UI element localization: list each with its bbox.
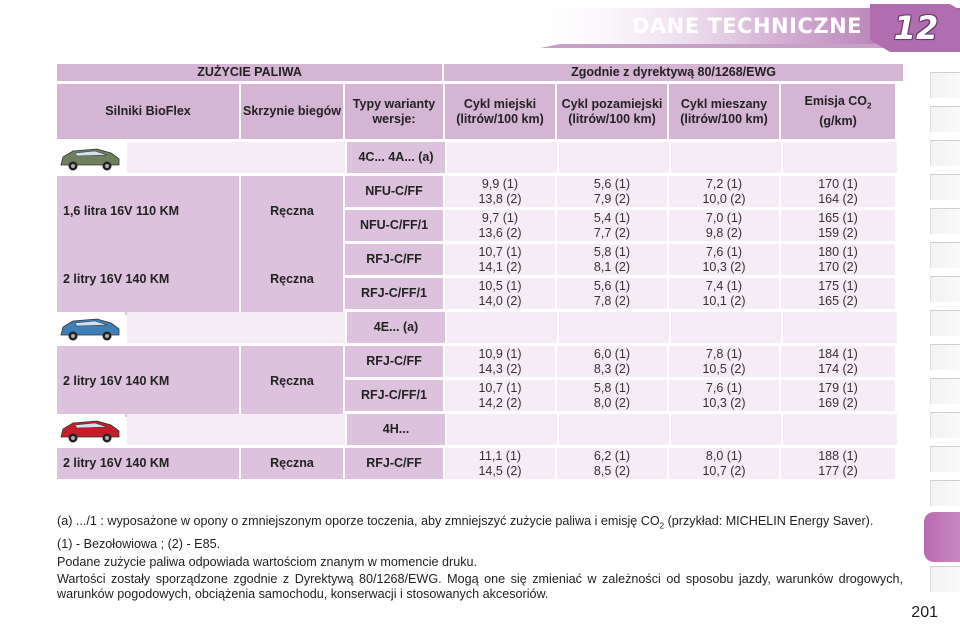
co2-cell: 165 (1) 159 (2): [781, 210, 895, 241]
extra-urban-cell: 5,8 (1) 8,0 (2): [557, 380, 667, 411]
engine-cell: 2 litry 16V 140 KM: [57, 244, 239, 315]
note-consumption: Podane zużycie paliwa odpowiada wartościom znanym w momencie druku.: [57, 554, 477, 569]
urban-cell: 10,9 (1) 14,3 (2): [445, 346, 555, 377]
urban-cell: 10,5 (1) 14,0 (2): [445, 278, 555, 309]
vehicle-row: [57, 142, 903, 176]
empty-cell: [559, 142, 669, 173]
col-combined: Cykl mieszany (litrów/100 km): [669, 84, 779, 139]
table-row: [57, 176, 903, 218]
red-estate-icon: [57, 415, 123, 445]
vehicle-row: [57, 312, 903, 346]
chapter-tab[interactable]: [930, 242, 960, 268]
vehicle-icon-cell: [57, 414, 125, 445]
variant-cell: RFJ-C/FF/1: [345, 380, 443, 411]
section-title-left: ZUŻYCIE PALIWA: [57, 64, 442, 81]
variant-cell: NFU-C/FF/1: [345, 210, 443, 241]
table-row: [57, 346, 903, 388]
extra-urban-cell: 5,4 (1) 7,7 (2): [557, 210, 667, 241]
co2-cell: 179 (1) 169 (2): [781, 380, 895, 411]
page-title: DANE TECHNICZNE: [631, 14, 862, 38]
chapter-tab[interactable]: [930, 566, 960, 592]
extra-urban-cell: 5,6 (1) 7,8 (2): [557, 278, 667, 309]
table-body: [57, 142, 903, 482]
variant-cell: RFJ-C/FF/1: [345, 278, 443, 309]
emission-unit: (g/km): [819, 113, 857, 128]
variant-cell: RFJ-C/FF: [345, 448, 443, 479]
variant-cell: RFJ-C/FF: [345, 244, 443, 275]
combined-cell: 7,8 (1) 10,5 (2): [669, 346, 779, 377]
chapter-tabs: [928, 66, 960, 586]
co2-cell: 188 (1) 177 (2): [781, 448, 895, 479]
table-row: [57, 210, 903, 244]
extra-urban-cell: 6,2 (1) 8,5 (2): [557, 448, 667, 479]
variant-cell: NFU-C/FF: [345, 176, 443, 207]
chapter-tab[interactable]: [930, 412, 960, 438]
chapter-tab[interactable]: [930, 310, 960, 336]
chapter-tab[interactable]: [930, 446, 960, 472]
col-urban: Cykl miejski (litrów/100 km): [445, 84, 555, 139]
empty-cell: [447, 142, 557, 173]
emission-label: Emisja CO: [804, 94, 868, 109]
vehicle-variant-code: 4C... 4A... (a): [347, 142, 445, 173]
col-variants: Typy warianty wersje:: [345, 84, 443, 139]
empty-cell: [671, 414, 781, 445]
chapter-tab[interactable]: [930, 208, 960, 234]
empty-cell: [559, 312, 669, 343]
co2-cell: 175 (1) 165 (2): [781, 278, 895, 309]
combined-cell: 7,6 (1) 10,3 (2): [669, 244, 779, 275]
empty-cell: [783, 414, 897, 445]
combined-cell: 7,0 (1) 9,8 (2): [669, 210, 779, 241]
combined-cell: 7,6 (1) 10,3 (2): [669, 380, 779, 411]
empty-cell: [783, 142, 897, 173]
table-row: [57, 244, 903, 286]
co2-cell: 170 (1) 164 (2): [781, 176, 895, 207]
engine-cell: 1,6 litra 16V 110 KM: [57, 176, 239, 247]
chapter-tab-active[interactable]: [924, 512, 960, 562]
variant-cell: RFJ-C/FF: [345, 346, 443, 377]
note-a: [57, 514, 903, 534]
combined-cell: 8,0 (1) 10,7 (2): [669, 448, 779, 479]
vehicle-variant-code: 4E... (a): [347, 312, 445, 343]
empty-cell: [671, 142, 781, 173]
urban-cell: 10,7 (1) 14,2 (2): [445, 380, 555, 411]
vehicle-blank-cell: [127, 312, 345, 343]
engine-cell: 2 litry 16V 140 KM: [57, 346, 239, 417]
emission-subscript: 2: [867, 101, 872, 111]
extra-urban-cell: 5,6 (1) 7,9 (2): [557, 176, 667, 207]
col-gearbox: Skrzynie biegów: [241, 84, 343, 139]
empty-cell: [671, 312, 781, 343]
chapter-tab[interactable]: [930, 174, 960, 200]
empty-cell: [783, 312, 897, 343]
urban-cell: 10,7 (1) 14,1 (2): [445, 244, 555, 275]
extra-urban-cell: 5,8 (1) 8,1 (2): [557, 244, 667, 275]
blue-minivan-icon: [57, 313, 123, 343]
empty-cell: [447, 312, 557, 343]
note-a-text-end: (przykład: MICHELIN Energy Saver).: [664, 514, 874, 528]
vehicle-icon-cell: [57, 312, 125, 343]
table-header-row: [57, 84, 903, 142]
green-minivan-icon: [57, 143, 123, 173]
table-row: [57, 278, 903, 312]
table-section-row: [57, 64, 903, 84]
empty-cell: [559, 414, 669, 445]
extra-urban-cell: 6,0 (1) 8,3 (2): [557, 346, 667, 377]
chapter-number-badge: 12: [893, 9, 939, 47]
combined-cell: 7,2 (1) 10,0 (2): [669, 176, 779, 207]
co2-cell: 180 (1) 170 (2): [781, 244, 895, 275]
urban-cell: 9,7 (1) 13,6 (2): [445, 210, 555, 241]
chapter-tab[interactable]: [930, 276, 960, 302]
vehicle-variant-code: 4H...: [347, 414, 445, 445]
page-number: 201: [911, 604, 938, 621]
footnotes: [57, 514, 903, 604]
note-a-subscript: 2: [659, 521, 665, 531]
note-fuels: (1) - Bezołowiowa ; (2) - E85.: [57, 537, 221, 552]
chapter-tab[interactable]: [930, 140, 960, 166]
chapter-tab[interactable]: [930, 344, 960, 370]
col-engine: Silniki BioFlex: [57, 84, 239, 139]
engine-cell: 2 litry 16V 140 KM: [57, 448, 239, 479]
co2-cell: 184 (1) 174 (2): [781, 346, 895, 377]
note-directive: Wartości zostały sporządzone zgodnie z Dyrektywą 80/1268/EWG. Mogą one się zmieniać w zależności od sposobu jazdy, warunków drogowych, warunków pogodowych, obciążenia samochodu, konserwacji i stosowanych akcesoriów.: [57, 572, 903, 601]
merged-spacer: [57, 380, 345, 414]
combined-cell: 7,4 (1) 10,1 (2): [669, 278, 779, 309]
chapter-tab[interactable]: [930, 480, 960, 506]
urban-cell: 11,1 (1) 14,5 (2): [445, 448, 555, 479]
gearbox-cell: Ręczna: [241, 176, 343, 247]
fuel-consumption-table: [57, 64, 903, 482]
note-a-text: (a) .../1 : wyposażone w opony o zmniejszonym oporze toczenia, aby zmniejszyć zużycie paliwa i emisję CO: [57, 514, 660, 528]
gearbox-cell: Ręczna: [241, 244, 343, 315]
section-title-right: Zgodnie z dyrektywą 80/1268/EWG: [444, 64, 903, 81]
gearbox-cell: Ręczna: [241, 448, 343, 479]
vehicle-blank-cell: [127, 414, 345, 445]
urban-cell: 9,9 (1) 13,8 (2): [445, 176, 555, 207]
table-row: [57, 448, 903, 482]
gearbox-cell: Ręczna: [241, 346, 343, 417]
merged-spacer: [57, 278, 345, 312]
chapter-tab[interactable]: [930, 72, 960, 98]
chapter-tab[interactable]: [930, 106, 960, 132]
col-emission: [781, 84, 895, 139]
vehicle-row: [57, 414, 903, 448]
empty-cell: [447, 414, 557, 445]
table-row: [57, 380, 903, 414]
chapter-tab[interactable]: [930, 378, 960, 404]
vehicle-icon-cell: [57, 142, 125, 173]
col-extra-urban: Cykl pozamiejski (litrów/100 km): [557, 84, 667, 139]
merged-spacer: [57, 210, 345, 244]
vehicle-blank-cell: [127, 142, 345, 173]
